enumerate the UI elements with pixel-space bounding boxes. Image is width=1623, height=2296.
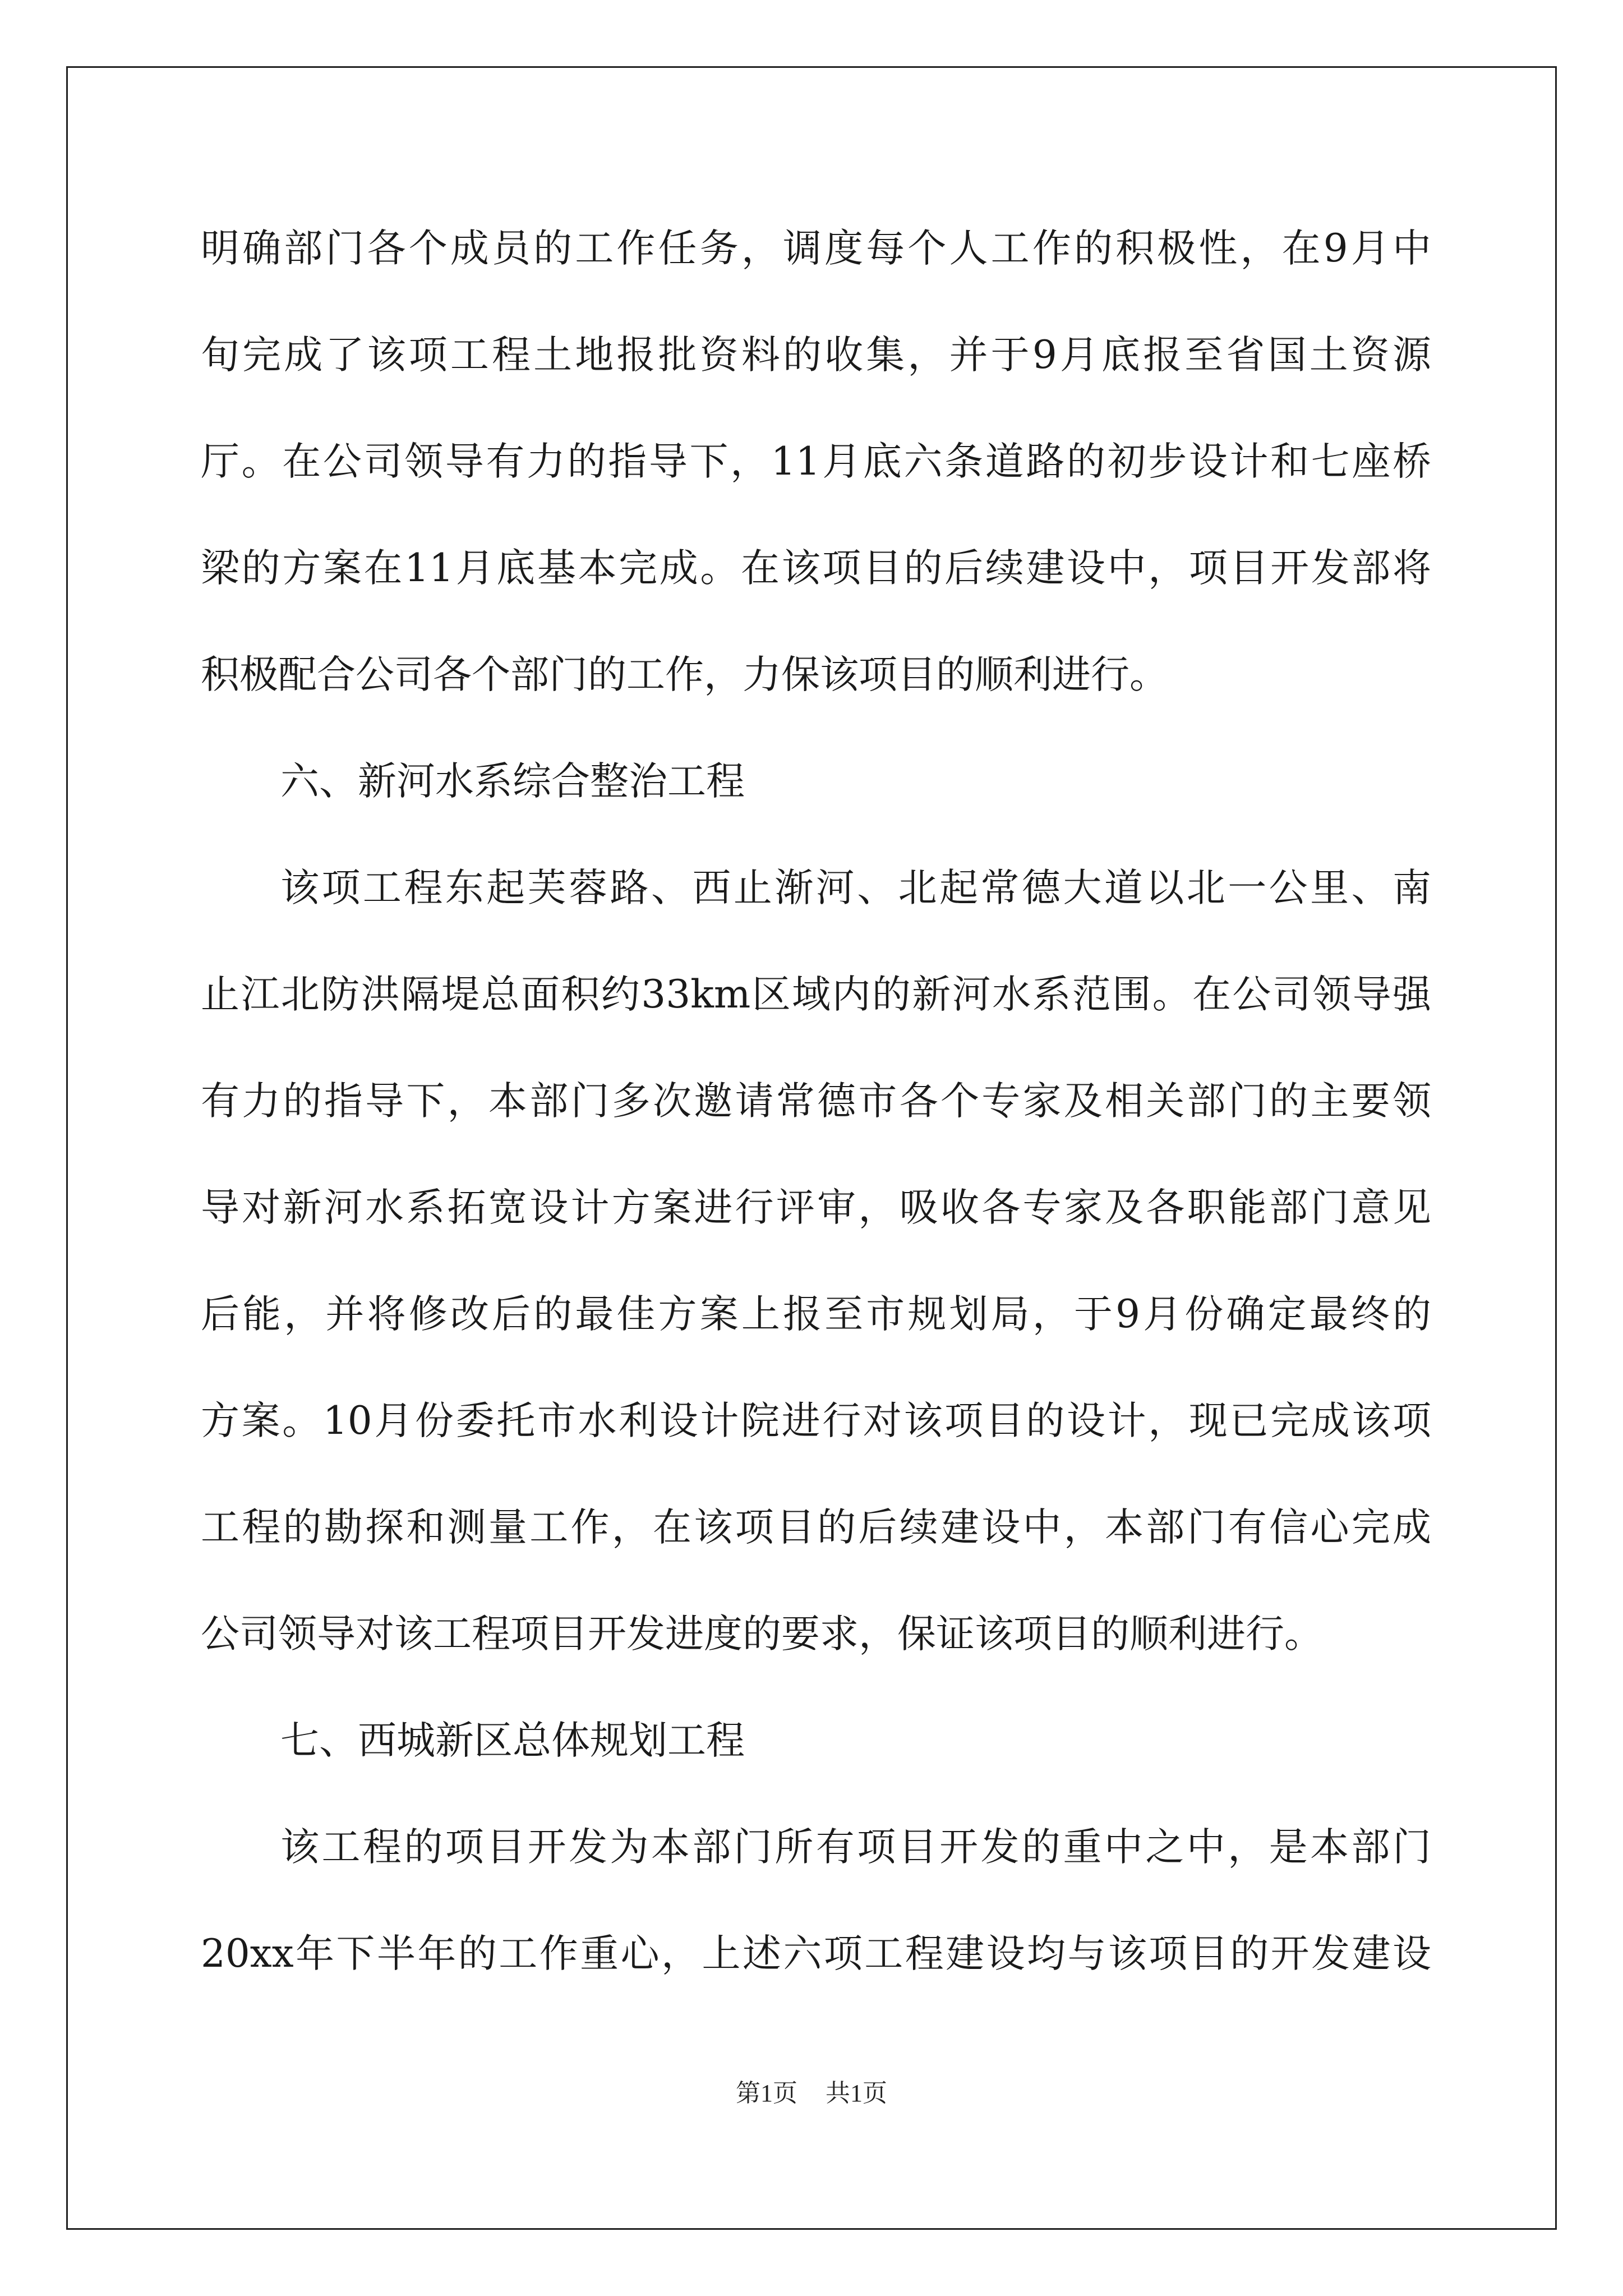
page-number-total: 共1页 (826, 2079, 887, 2107)
text-line: 该工程的项目开发为本部门所有项目开发的重中之中，是本部门 (280, 1825, 1431, 1870)
text-line: 厅。在公司领导有力的指导下，11月底六条道路的初步设计和七座桥 (201, 439, 1431, 484)
text-line: 导对新河水系拓宽设计方案进行评审，吸收各专家及各职能部门意见 (201, 1185, 1431, 1230)
text-line: 该项工程东起芙蓉路、西止渐河、北起常德大道以北一公里、南 (280, 866, 1431, 910)
section-heading: 七、西城新区总体规划工程 (280, 1718, 745, 1763)
text-line: 梁的方案在11月底基本完成。在该项目的后续建设中，项目开发部将 (201, 546, 1431, 591)
text-line: 公司领导对该工程项目开发进度的要求，保证该项目的顺利进行。 (201, 1612, 1323, 1657)
page-footer (0, 2073, 1623, 2109)
text-line: 后能，并将修改后的最佳方案上报至市规划局，于9月份确定最终的 (201, 1292, 1431, 1337)
section-heading: 六、新河水系综合整治工程 (280, 759, 745, 804)
text-line: 明确部门各个成员的工作任务，调度每个人工作的积极性，在9月中 (201, 226, 1431, 271)
text-line: 止江北防洪隔堤总面积约33km区域内的新河水系范围。在公司领导强 (201, 972, 1431, 1017)
page-number-current: 第1页 (736, 2079, 797, 2107)
document-body (201, 206, 1431, 2018)
text-line: 旬完成了该项工程土地报批资料的收集，并于9月底报至省国土资源 (201, 333, 1431, 378)
text-line: 方案。10月份委托市水利设计院进行对该项目的设计，现已完成该项 (201, 1398, 1431, 1443)
text-line: 工程的勘探和测量工作，在该项目的后续建设中，本部门有信心完成 (201, 1505, 1431, 1550)
text-line: 积极配合公司各个部门的工作，力保该项目的顺利进行。 (201, 652, 1168, 697)
text-line: 有力的指导下，本部门多次邀请常德市各个专家及相关部门的主要领 (201, 1079, 1431, 1124)
text-line: 20xx年下半年的工作重心，上述六项工程建设均与该项目的开发建设 (201, 1931, 1431, 1976)
